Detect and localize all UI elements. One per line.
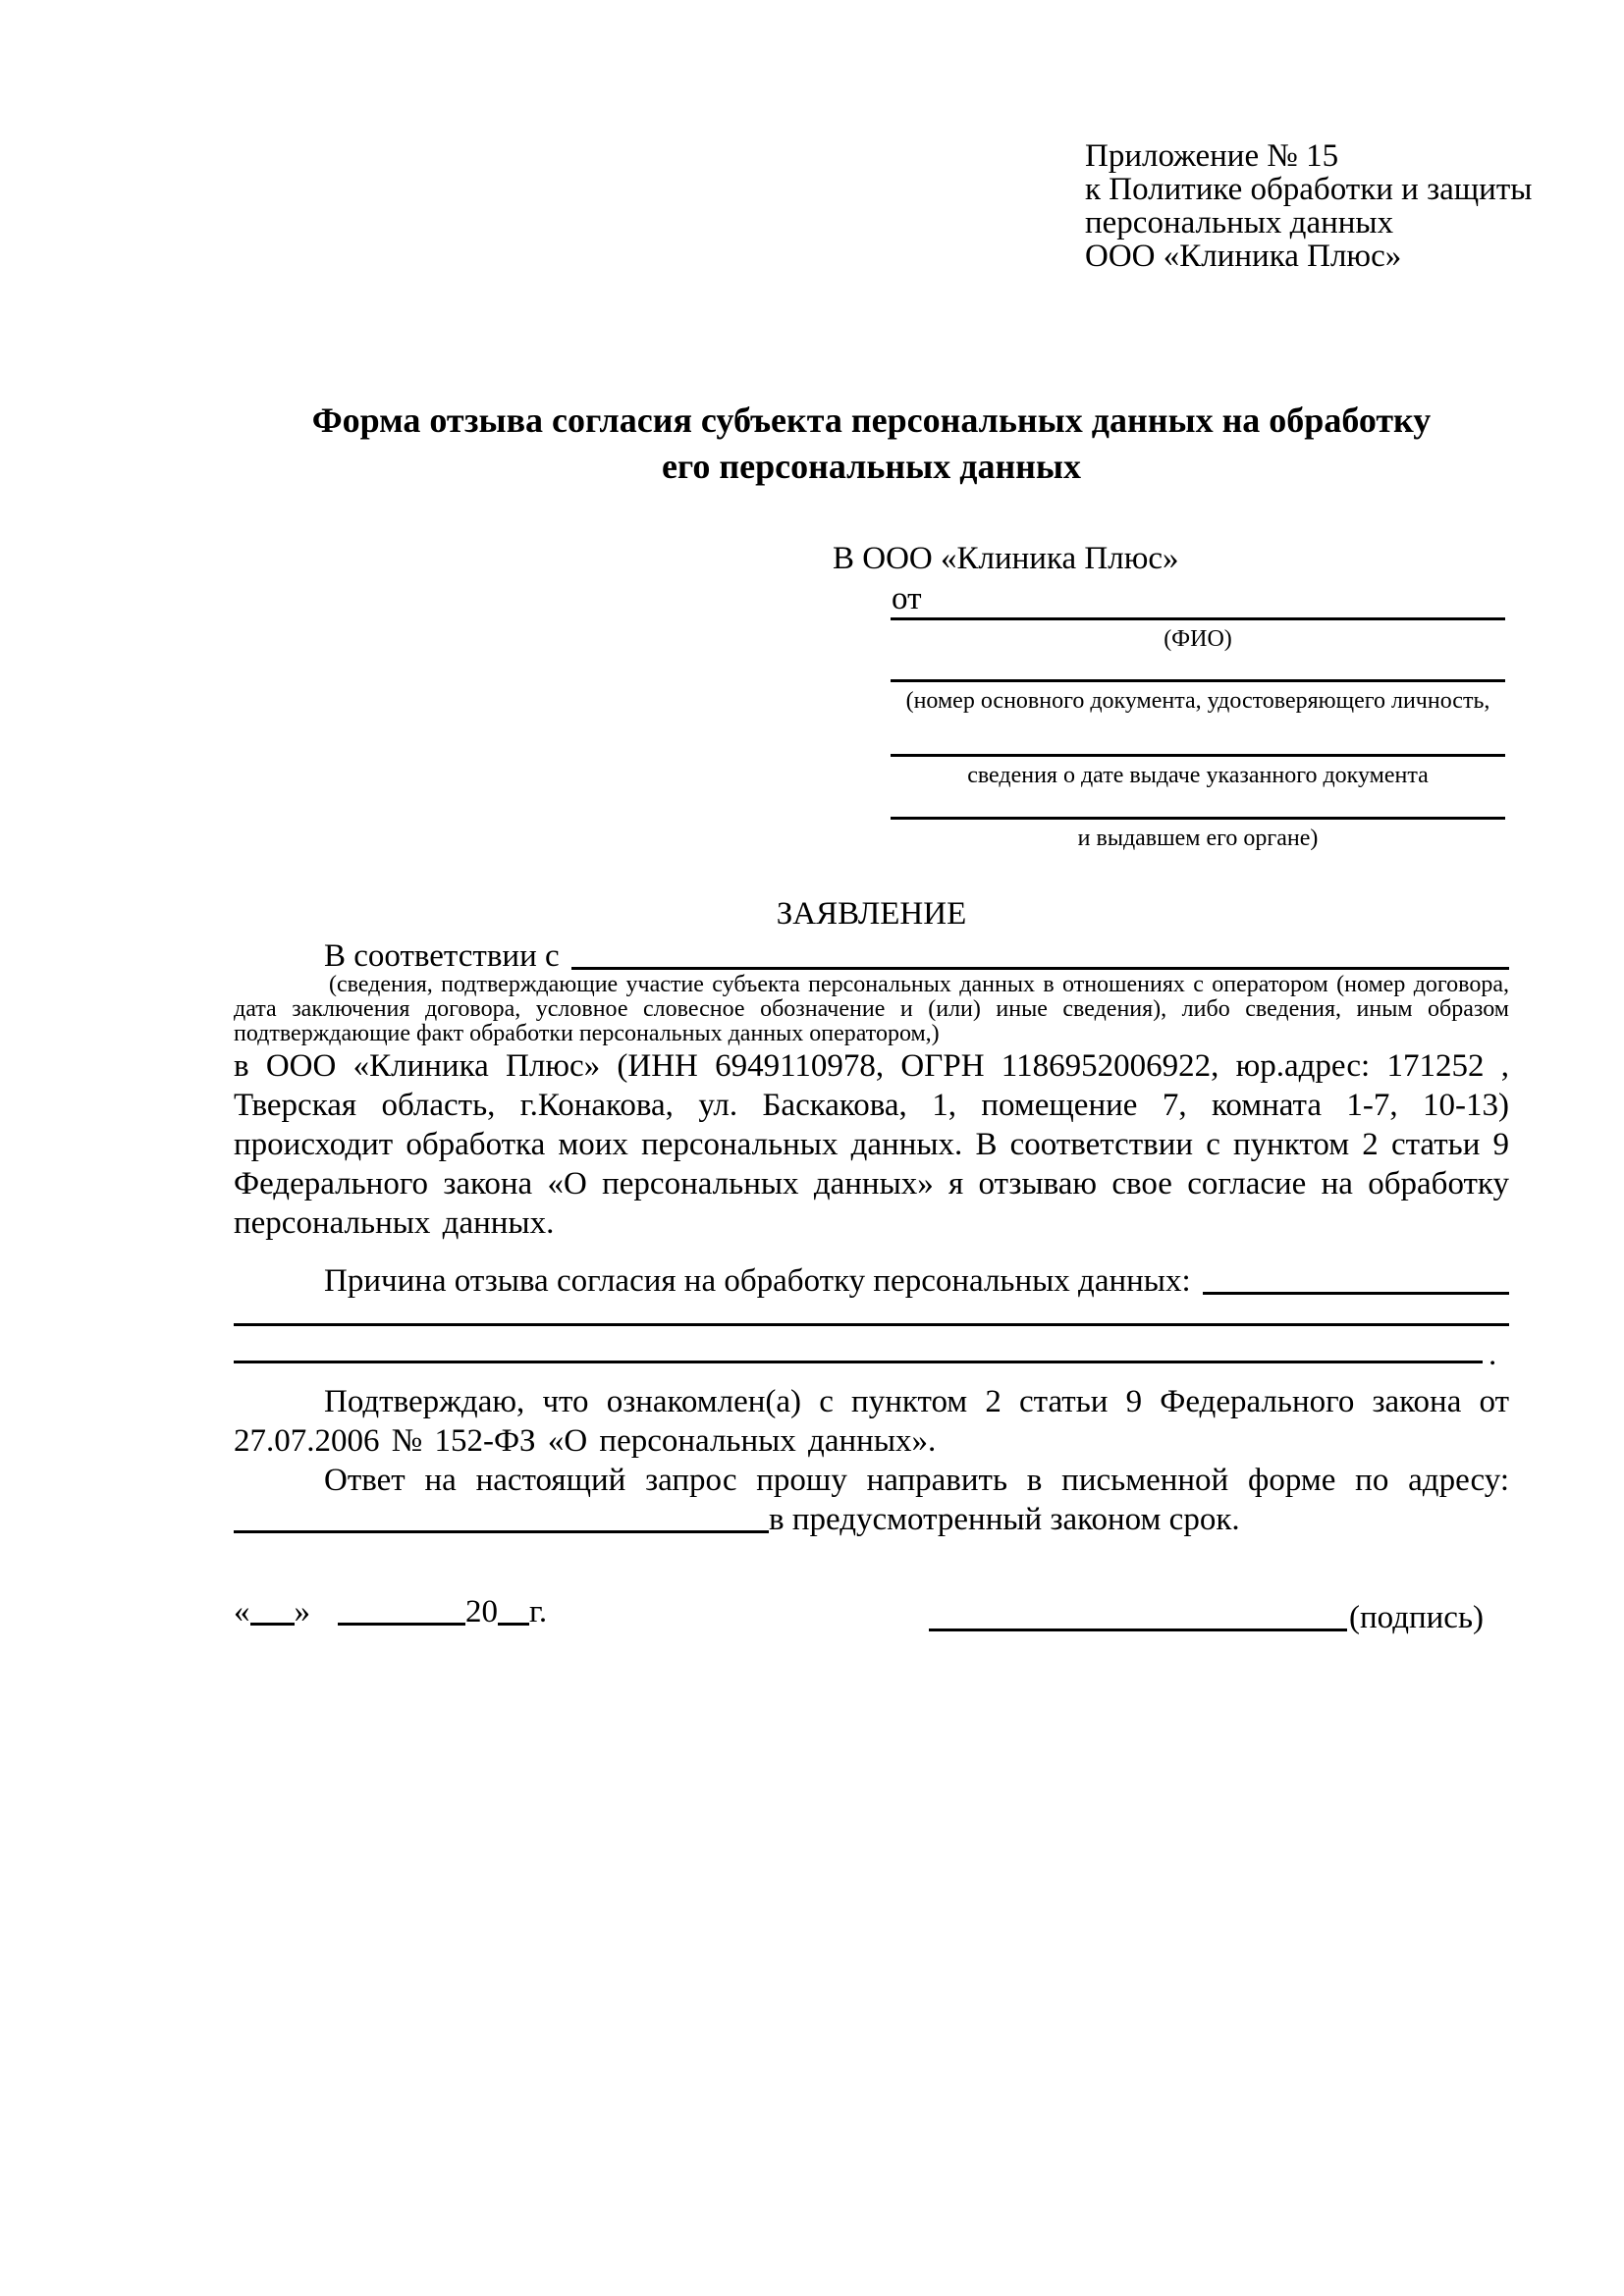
reply-continuation-row	[234, 1500, 1509, 1539]
confirm-paragraph: Подтверждаю, что ознакомлен(а) с пунктом 2 статьи 9 Федерального закона от 27.07.2006 № 152-ФЗ «О персональных данных».	[234, 1384, 1509, 1459]
body-paragraph: в ООО «Клиника Плюс» (ИНН 6949110978, ОГРН 1186952006922, юр.адрес: 171252 , Тверская область, г.Конакова, ул. Баскакова, 1, помещение 7, комната 1-7, 10-13) происходит обработка моих персональных данных. В соответствии с пунктом 2 статьи 9 Федерального закона «О персональных данных» я отзываю свое согласие на обработку персональных данных.	[234, 1048, 1509, 1241]
intro-blank-field	[571, 936, 1509, 970]
date-day-field	[250, 1623, 295, 1626]
document-title	[234, 398, 1509, 490]
reason-prefix: Причина отзыва согласия на обработку персональных данных:	[324, 1263, 1191, 1299]
intro-note: (сведения, подтверждающие участие субъекта персональных данных в отношениях с оператором (номер договора, дата заключения договора, условное словесное обозначение и (или) иные сведения), либо сведения, иным образом подтверждающие факт обработки персональных данных оператором,)	[234, 972, 1509, 1046]
title-line-2: его персональных данных	[661, 447, 1082, 486]
reply-suffix: в предусмотренный законом срок.	[769, 1502, 1240, 1537]
date-quote-close: »	[294, 1594, 310, 1629]
doc-number-field-line	[891, 679, 1505, 682]
fio-caption: (ФИО)	[1164, 626, 1232, 652]
reason-blank-line-1	[234, 1323, 1509, 1326]
doc-caption-3: и выдавшем его органе)	[1077, 826, 1319, 851]
addressee-to: В ООО «Клиника Плюс»	[833, 541, 1179, 576]
signature-caption: (подпись)	[1349, 1600, 1484, 1635]
date-quote-open: «	[234, 1594, 250, 1629]
intro-prefix: В соответствии с	[324, 938, 560, 974]
reason-terminator: .	[1489, 1337, 1497, 1372]
addressee-from-label: от	[892, 581, 922, 616]
date-year-prefix: 20	[465, 1594, 498, 1629]
reason-blank-field	[1203, 1261, 1509, 1295]
date-year-suffix: г.	[529, 1594, 548, 1629]
statement-heading: ЗАЯВЛЕНИЕ	[776, 896, 967, 932]
date-month-field	[338, 1623, 465, 1626]
reason-blank-line-2	[234, 1361, 1483, 1363]
reply-paragraph: Ответ на настоящий запрос прошу направить в письменной форме по адресу:	[324, 1463, 1509, 1498]
doc-authority-field-line	[891, 817, 1505, 820]
appendix-line-2: к Политике обработки и защиты	[1085, 172, 1533, 207]
appendix-line-4: ООО «Клиника Плюс»	[1085, 239, 1402, 274]
date-row	[234, 1592, 547, 1631]
appendix-line-3: персональных данных	[1085, 205, 1394, 240]
doc-caption-2: сведения о дате выдаче указанного документа	[967, 763, 1429, 788]
fio-field-line	[891, 617, 1505, 620]
address-blank-field	[234, 1500, 769, 1533]
signature-field-line	[929, 1629, 1347, 1631]
reason-row	[234, 1261, 1509, 1301]
doc-caption-1: (номер основного документа, удостоверяющего личность,	[905, 688, 1490, 714]
title-line-1: Форма отзыва согласия субъекта персональных данных на обработку	[311, 400, 1432, 440]
appendix-line-1: Приложение № 15	[1085, 138, 1339, 174]
date-year-field	[498, 1623, 529, 1626]
appendix-block	[1085, 139, 1556, 273]
doc-date-field-line	[891, 754, 1505, 757]
intro-row	[234, 936, 1509, 976]
